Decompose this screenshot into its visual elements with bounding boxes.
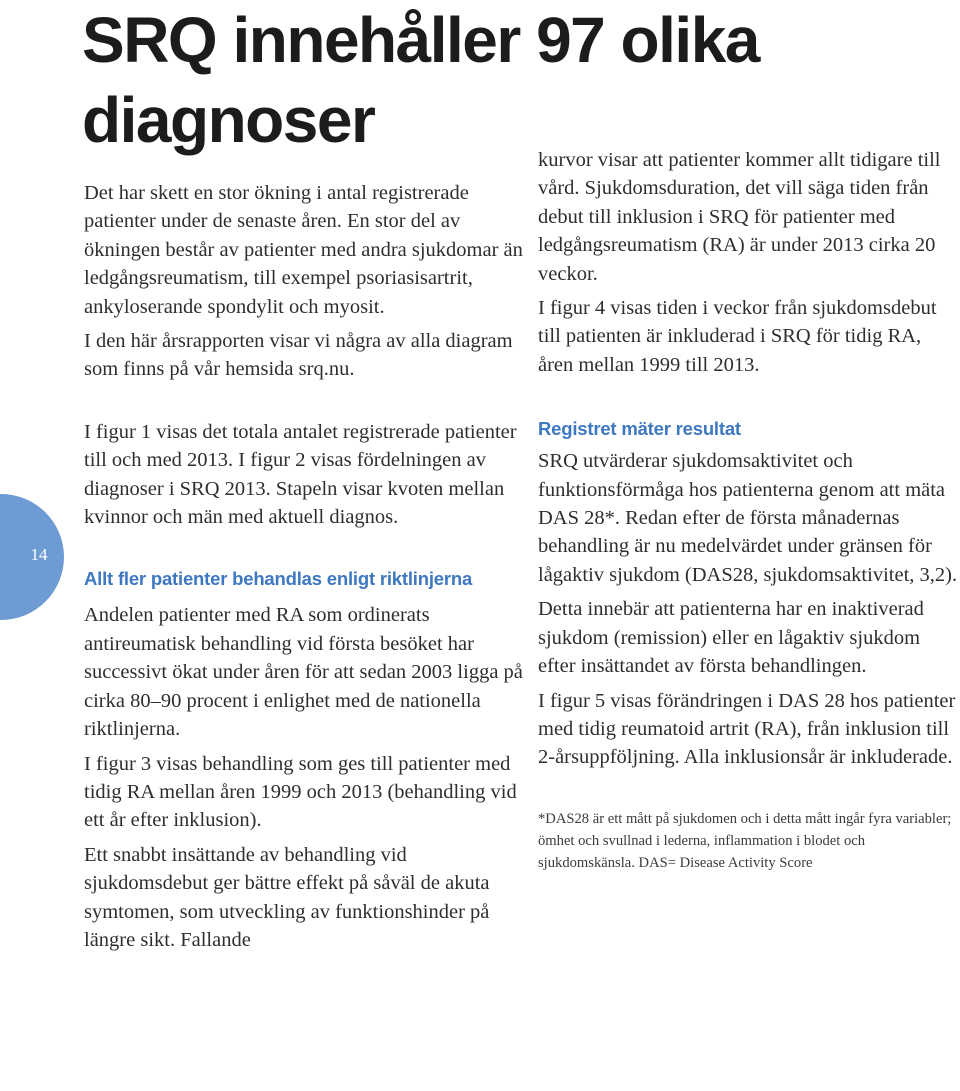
section-heading-guidelines: Allt fler patienter behandlas enligt riktlinjerna <box>84 568 473 590</box>
page-number: 14 <box>30 545 48 564</box>
body-paragraph: Ett snabbt insättande av behandling vid sjukdomsdebut ger bättre effekt på såväl de akuta symtomen, som utveckling av funktionshinder på längre sikt. Fallande <box>84 843 490 951</box>
page-title: SRQ innehåller 97 olika diagnoser <box>82 4 759 156</box>
body-paragraph: I figur 4 visas tiden i veckor från sjukdomsdebut till patienten är inkluderad i SRQ för tidig RA, åren mellan 1999 till 2013. <box>538 297 937 376</box>
body-paragraph: Detta innebär att patienterna har en inaktiverad sjukdom (remission) eller en lågaktiv sjukdom efter insättandet av första behandlingen. <box>538 598 924 678</box>
right-column <box>538 146 958 880</box>
body-paragraph: I figur 3 visas behandling som ges till patienter med tidig RA mellan åren 1999 och 2013 (behandling vid ett år efter inklusion). <box>84 752 517 832</box>
footnote: *DAS28 är ett mått på sjukdomen och i detta mått ingår fyra variabler; ömhet och svullnad i lederna, inflammation i blodet och sjukdomskänsla. DAS= Disease Activity Score <box>538 810 952 871</box>
body-paragraph: SRQ utvärderar sjukdomsaktivitet och funktionsförmåga hos patienterna genom att mäta DAS 28*. Redan efter de första månadernas behandling är nu medelvärdet under gränsen för lågaktiv sjukdom (DAS28, sjukdomsaktivitet, 3,2). <box>538 450 958 586</box>
body-paragraph: kurvor visar att patienter kommer allt tidigare till vård. Sjukdomsduration, det vill säga tiden från debut till inklusion i SRQ för patienter med ledgångsreumatism (RA) är under 2013 cirka 20 veckor. <box>538 149 941 285</box>
section-heading-results: Registret mäter resultat <box>538 418 741 440</box>
body-paragraph: I figur 5 visas förändringen i DAS 28 hos patienter med tidig reumatoid artrit (RA), från inklusion till 2-årsuppföljning. Alla inklusionsår är inkluderade. <box>538 689 956 769</box>
left-column <box>84 179 524 960</box>
body-paragraph: Andelen patienter med RA som ordinerats antireumatisk behandling vid första besöket har successivt ökat under åren för att sedan 2003 ligga på cirka 80–90 procent i enlighet med de nationella riktlinjerna. <box>84 604 523 741</box>
intro-paragraph: Det har skett en stor ökning i antal registrerade patienter under de senaste åren. En stor del av ökningen består av patienter med andra sjukdomar än ledgångsreumatism, till exempel psoriasisartrit, ankyloserande spondylit och myosit. <box>84 182 523 318</box>
website-paragraph: I den här årsrapporten visar vi några av alla diagram som finns på vår hemsida srq.nu. <box>84 330 513 381</box>
figures-paragraph: I figur 1 visas det totala antalet registrerade patienter till och med 2013. I figur 2 visas fördelningen av diagnoser i SRQ 2013. Stapeln visar kvoten mellan kvinnor och män med aktuell diagnos. <box>84 420 517 529</box>
